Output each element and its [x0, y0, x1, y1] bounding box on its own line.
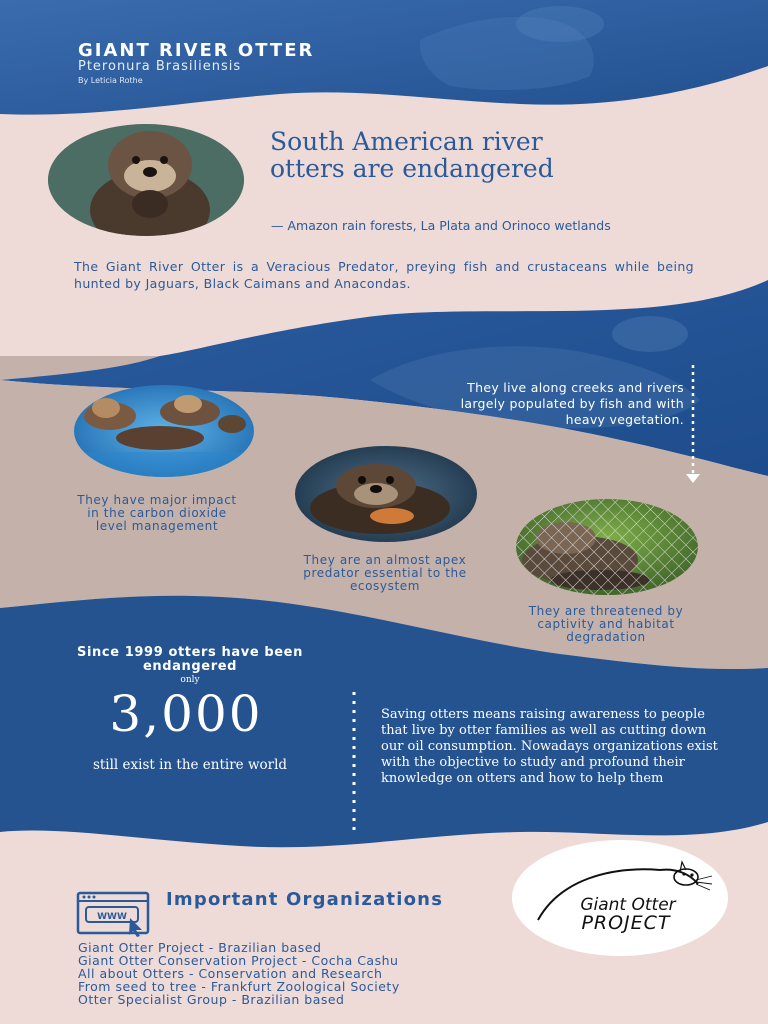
habitat-fact: They live along creeks and rivers largely populated by fish and with heavy vegetation.: [460, 380, 684, 427]
logo-text-giant-otter: Giant Otter: [580, 895, 676, 915]
organization-item: Otter Specialist Group - Brazilian based: [78, 992, 345, 1007]
only-label: only: [180, 675, 200, 685]
organization-item: From seed to tree - Frankfurt Zoological Society: [78, 979, 400, 994]
headline: South American river otters are endangered: [270, 127, 554, 183]
organization-item: All about Otters - Conservation and Research: [78, 966, 383, 981]
since-1999-text: Since 1999 otters have been endangered: [77, 645, 303, 674]
author-byline: By Leticia Rothe: [78, 76, 143, 85]
threat-fact: They are threatened by captivity and habitat degradation: [528, 604, 684, 644]
predator-fact: They are an almost apex predator essential to the ecosystem: [303, 553, 467, 593]
organizations-title: Important Organizations: [166, 889, 444, 910]
organization-item: Giant Otter Project - Brazilian based: [78, 940, 322, 955]
carbon-fact: They have major impact in the carbon dioxide level management: [77, 493, 237, 533]
www-icon-label: WWW: [97, 912, 127, 922]
saving-otters-paragraph: Saving otters means raising awareness to people that live by otter families as well as cutting down our oil consumption. Nowadays organizations exist with the objective to study and profound their knowledge on otters and how to help them: [381, 707, 718, 786]
habitat-subtitle: — Amazon rain forests, La Plata and Orinoco wetlands: [271, 218, 611, 233]
page-title: GIANT RIVER OTTER: [78, 40, 315, 61]
scientific-name: Pteronura Brasiliensis: [78, 59, 242, 74]
organizations-list: [78, 941, 400, 1006]
population-caption: still exist in the entire world: [92, 757, 288, 773]
population-number: 3,000: [109, 685, 263, 743]
organization-item: Giant Otter Conservation Project - Cocha Cashu: [78, 953, 399, 968]
otter-photo-3: [295, 446, 477, 542]
intro-paragraph: The Giant River Otter is a Veracious Predator, preying fish and crustaceans while being hunted by Jaguars, Black Caimans and Anacondas.: [74, 259, 694, 291]
otter-photo-4: [516, 499, 698, 595]
logo-text-project: PROJECT: [581, 912, 671, 934]
